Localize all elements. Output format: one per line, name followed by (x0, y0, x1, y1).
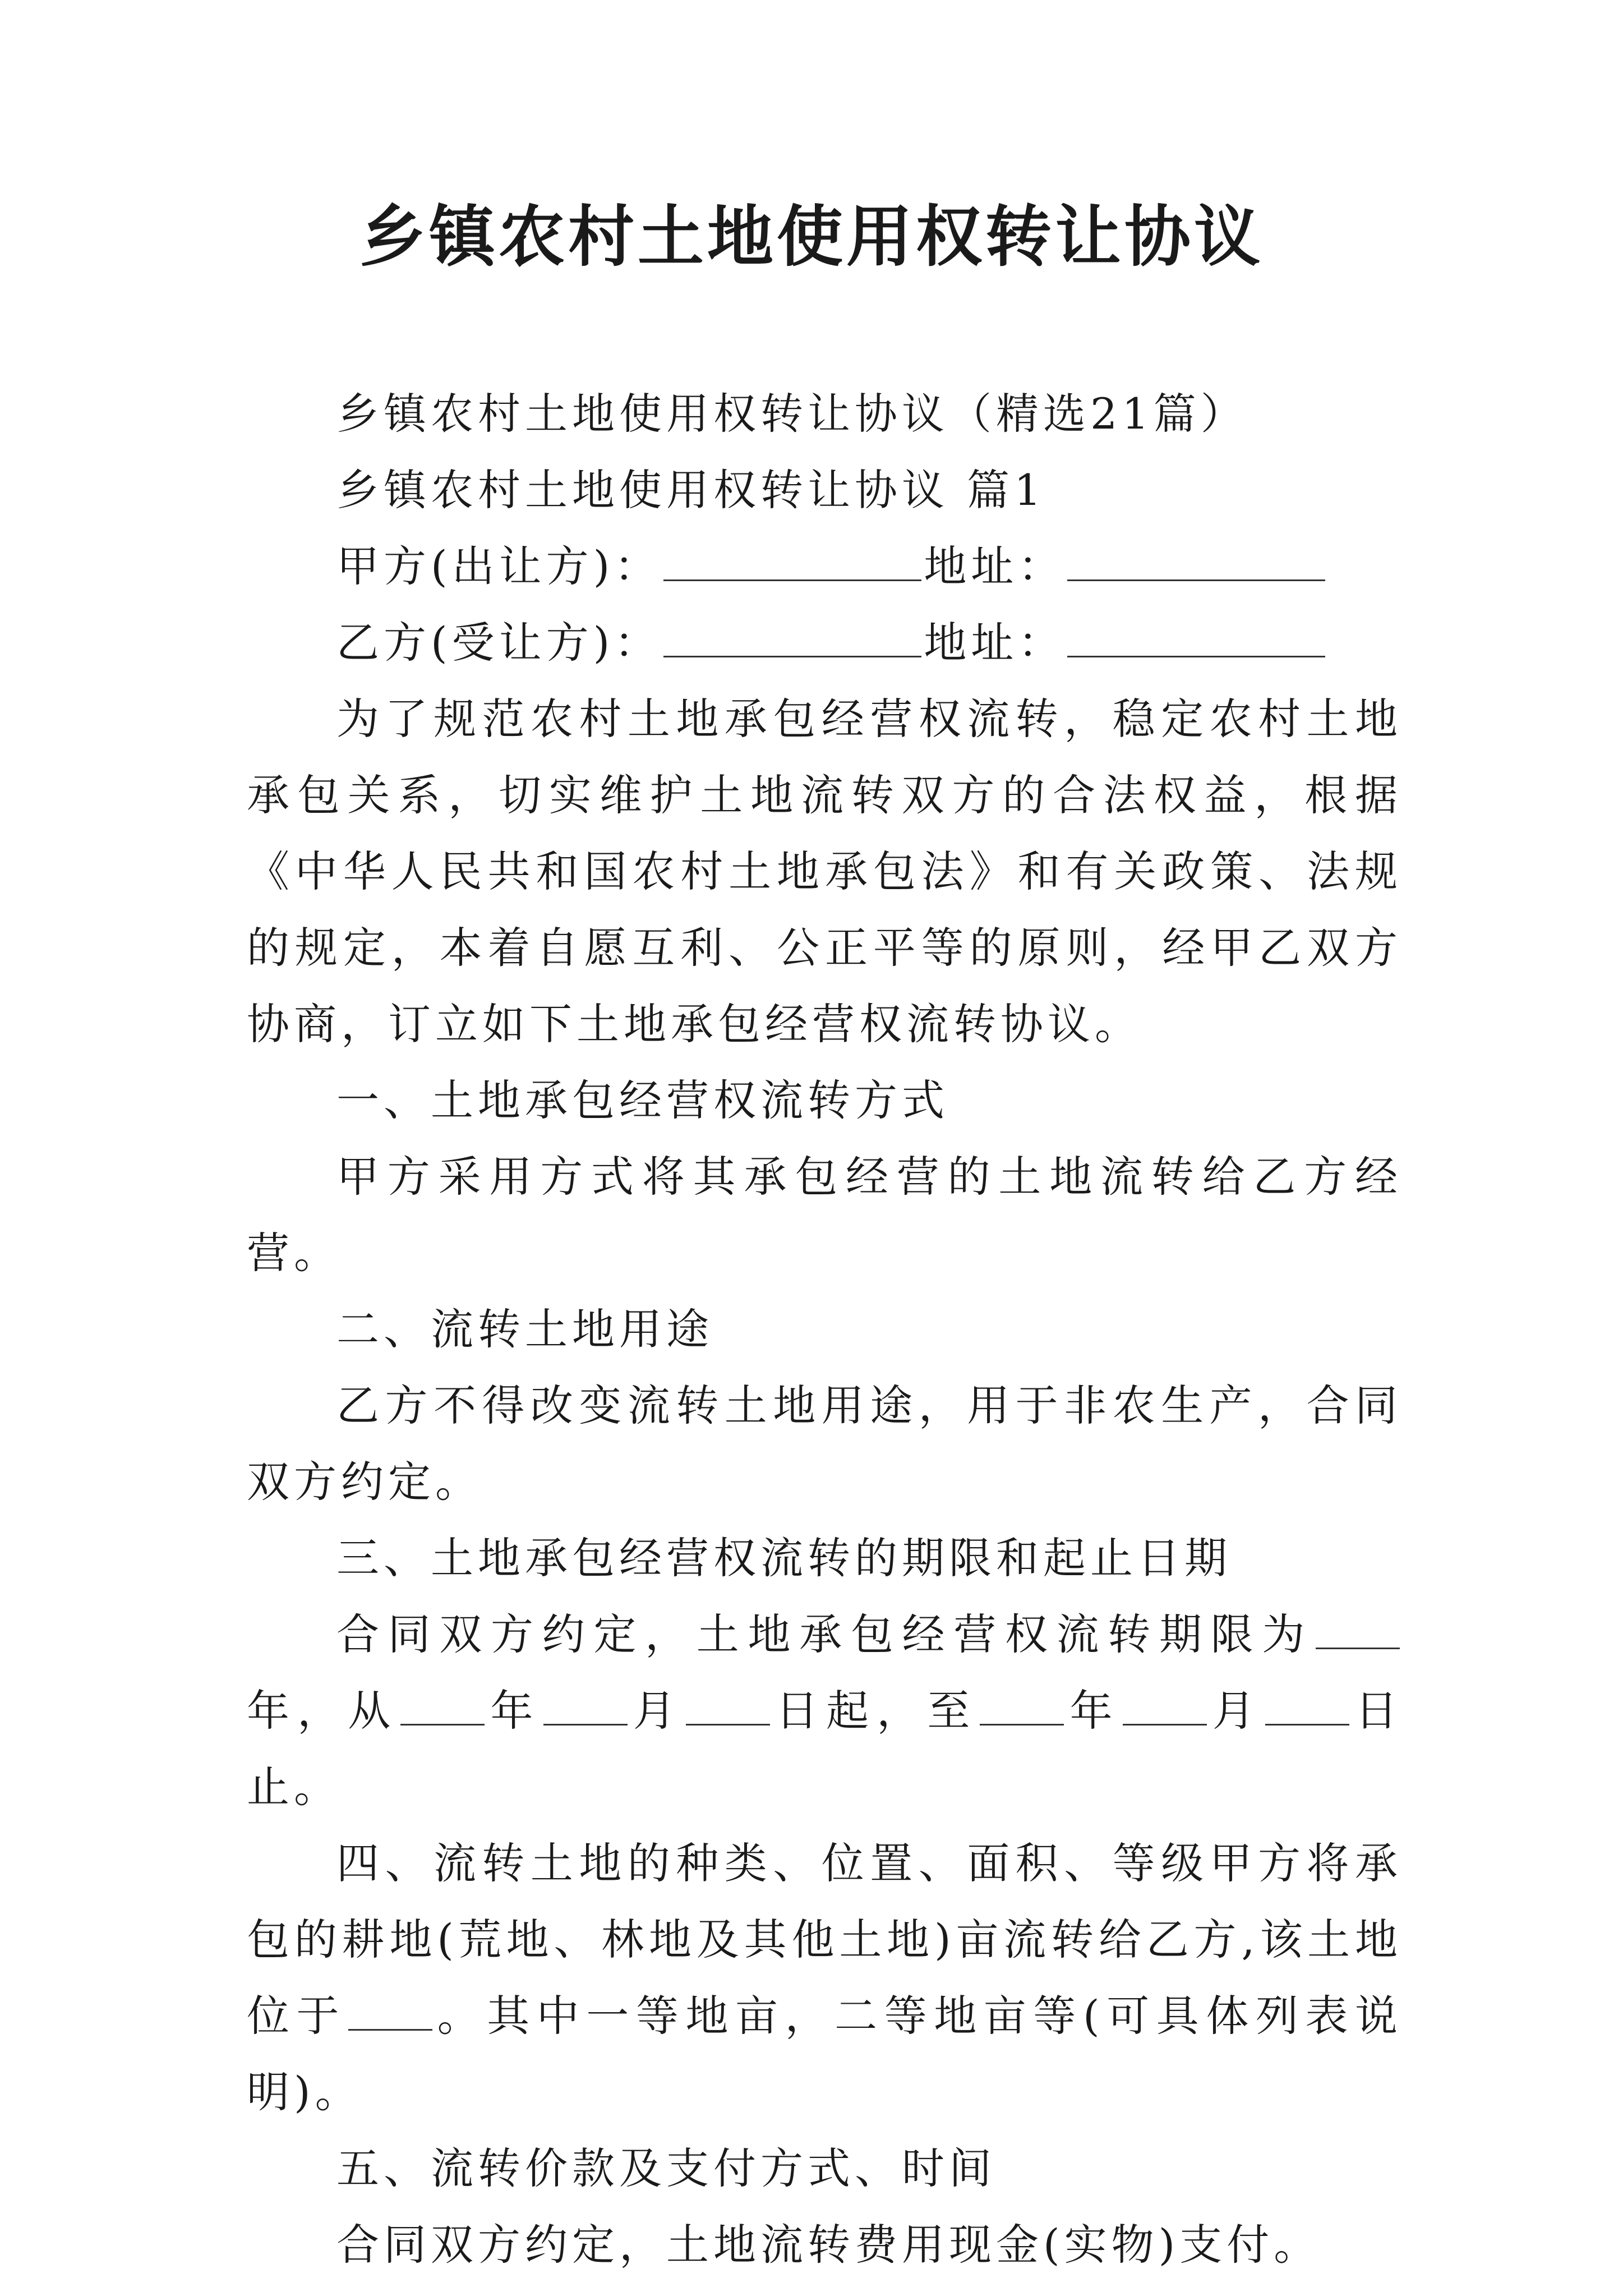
section5-heading: 五、流转价款及支付方式、时间 (336, 2143, 996, 2193)
term-years-blank (1316, 1605, 1400, 1649)
party-a-label: 甲方(出让方)： (336, 541, 662, 591)
section2-text: 乙方不得改变流转土地用途，用于非农生产，合同双方约定。 (247, 1381, 1402, 1507)
subtitle: 乡镇农村土地使用权转让协议（精选21篇） (336, 389, 1248, 439)
party-a-line (247, 528, 1402, 605)
party-a-name-blank (663, 537, 921, 581)
section3-text (247, 1596, 1402, 1825)
end-month-label: 月 (1209, 1686, 1263, 1736)
party-a-address-label: 地址： (924, 541, 1066, 591)
section3-heading: 三、土地承包经营权流转的期限和起止日期 (336, 1533, 1232, 1583)
document-body (247, 376, 1402, 2283)
section4-part1: 四、流转土地的种类、位置、面积、等级甲方将承包的耕地(荒地、林地及其他土地)亩流转给乙方,该土地位于 (247, 1838, 1402, 2041)
end-day-blank (1265, 1681, 1349, 1726)
section5-text: 合同双方约定，土地流转费用现金(实物)支付。 (336, 2220, 1321, 2270)
section1-heading: 一、土地承包经营权流转方式 (336, 1075, 949, 1125)
start-month-blank (543, 1681, 628, 1726)
party-b-label: 乙方(受让方)： (336, 618, 662, 668)
part-heading: 乡镇农村土地使用权转让协议 篇1 (336, 465, 1046, 515)
start-year-label: 年 (487, 1686, 541, 1736)
party-b-address-label: 地址： (924, 618, 1066, 668)
start-month-label: 月 (629, 1686, 684, 1736)
land-location-blank (348, 1986, 432, 2031)
end-year-blank (980, 1681, 1064, 1726)
party-b-line (247, 605, 1402, 681)
from-label: ，从 (297, 1686, 399, 1736)
start-day-label: 日起，至 (772, 1686, 978, 1736)
start-year-blank (400, 1681, 485, 1726)
year-label: 年 (247, 1686, 298, 1736)
section2-heading: 二、流转土地用途 (336, 1304, 713, 1354)
party-b-name-blank (663, 613, 921, 657)
end-year-label: 年 (1066, 1686, 1121, 1736)
end-day-label: 日止。 (247, 1686, 1403, 1812)
start-day-blank (686, 1681, 770, 1726)
party-b-address-blank (1067, 613, 1325, 657)
section1-text: 甲方采用方式将其承包经营的土地流转给乙方经营。 (247, 1152, 1402, 1278)
section4-text (247, 1825, 1402, 2131)
end-month-blank (1123, 1681, 1207, 1726)
section3-part1: 合同双方约定，土地承包经营权流转期限为 (336, 1609, 1313, 1659)
party-a-address-blank (1067, 537, 1325, 581)
intro-paragraph: 为了规范农村土地承包经营权流转，稳定农村土地承包关系，切实维护土地流转双方的合法权益，根据《中华人民共和国农村土地承包法》和有关政策、法规的规定，本着自愿互利、公正平等的原则，经甲乙双方协商，订立如下土地承包经营权流转协议。 (247, 694, 1402, 1049)
document-title: 乡镇农村土地使用权转让协议 (359, 198, 1264, 275)
section4-part2: 。其中一等地亩，二等地亩等(可具体列表说明)。 (247, 1991, 1402, 2117)
